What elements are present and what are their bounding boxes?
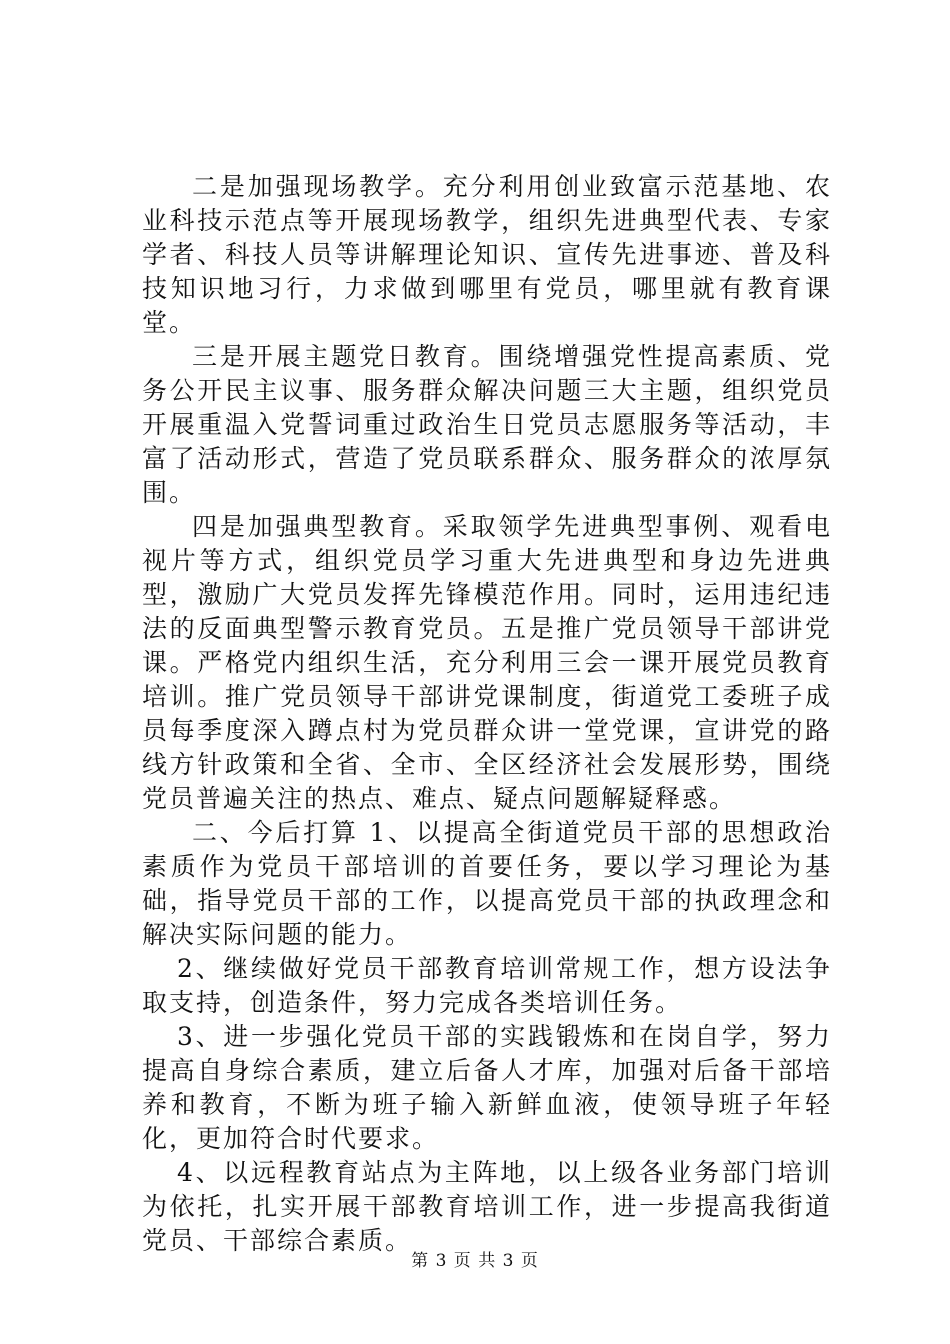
paragraph-model-education: 四是加强典型教育。采取领学先进典型事例、观看电视片等方式，组织党员学习重大先进典型和身边先进典型，激励广大党员发挥先锋模范作用。同时，运用违纪违法的反面典型警示教育党员。五是推广党员领导干部讲党课。严格党内组织生活，充分利用三会一课开展党员教育培训。推广党员领导干部讲党课制度，街道党工委班子成员每季度深入蹲点村为党员群众讲一堂党课，宣讲党的路线方针政策和全省、全市、全区经济社会发展形势，围绕党员普遍关注的热点、难点、疑点问题解疑释惑。 <box>142 512 832 813</box>
paragraph-future-plan-1: 二、今后打算 1、以提高全街道党员干部的思想政治素质作为党员干部培训的首要任务，要以学习理论为基础，指导党员干部的工作，以提高党员干部的执政理念和解决实际问题的能力。 <box>142 818 832 949</box>
paragraph-future-plan-2: 2、继续做好党员干部教育培训常规工作，想方设法争取支持，创造条件，努力完成各类培训任务。 <box>142 954 832 1017</box>
paragraph-future-plan-4: 4、以远程教育站点为主阵地，以上级各业务部门培训为依托，扎实开展干部教育培训工作，进一步提高我街道党员、干部综合素质。 <box>142 1158 832 1255</box>
paragraph-future-plan-3: 3、进一步强化党员干部的实践锻炼和在岗自学，努力提高自身综合素质，建立后备人才库，加强对后备干部培养和教育，不断为班子输入新鲜血液，使领导班子年轻化，更加符合时代要求。 <box>142 1022 832 1153</box>
page-footer <box>0 1246 950 1271</box>
page-number: 第 3 页 共 3 页 <box>411 1251 539 1271</box>
document-body <box>142 170 832 1258</box>
paragraph-onsite-teaching: 二是加强现场教学。充分利用创业致富示范基地、农业科技示范点等开展现场教学，组织先进典型代表、专家学者、科技人员等讲解理论知识、宣传先进事迹、普及科技知识地习行，力求做到哪里有党员，哪里就有教育课堂。 <box>142 172 832 337</box>
paragraph-party-day: 三是开展主题党日教育。围绕增强党性提高素质、党务公开民主议事、服务群众解决问题三大主题，组织党员开展重温入党誓词重过政治生日党员志愿服务等活动，丰富了活动形式，营造了党员联系群众、服务群众的浓厚氛围。 <box>142 342 832 507</box>
